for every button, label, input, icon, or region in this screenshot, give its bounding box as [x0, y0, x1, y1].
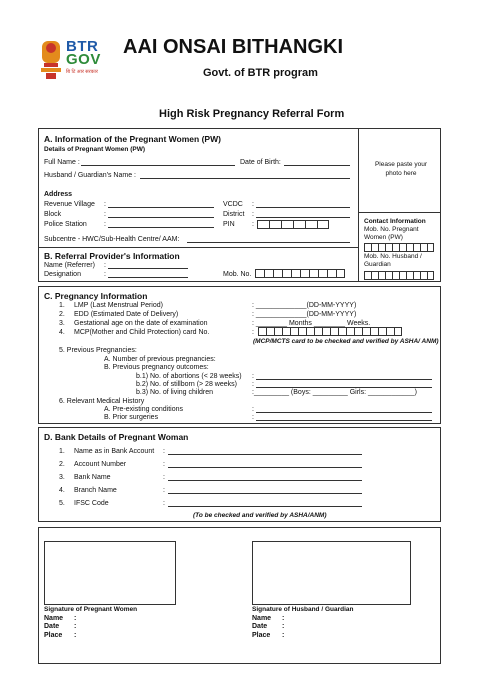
mob-pw-label: Mob. No. Pregnant Women (PW) — [364, 226, 419, 241]
item-num: 3. — [59, 320, 65, 327]
mcp-label: MCP(Mother and Child Protection) card No. — [74, 329, 210, 336]
gestational-age-label: Gestational age on the date of examination — [74, 320, 208, 327]
btr-logo — [38, 36, 118, 82]
pw-signature-area[interactable] — [44, 541, 176, 605]
colon: : — [282, 615, 285, 622]
dob-field[interactable] — [284, 158, 350, 166]
revenue-village-label: Revenue Village — [44, 201, 95, 208]
photo-placeholder[interactable]: Please paste your photo here — [374, 161, 428, 177]
prev-count-label: A. Number of previous pregnancies: — [104, 356, 216, 363]
item-num: 1. — [59, 302, 65, 309]
district-field[interactable] — [256, 210, 350, 218]
section-a-title: A. Information of the Pregnant Women (PW) — [44, 134, 221, 144]
mcp-note: (MCP/MCTS card to be checked and verified by ASHA/ ANM) — [253, 338, 439, 345]
item-num: 2. — [59, 461, 65, 468]
abortions-field[interactable] — [256, 372, 432, 380]
item-num: 4. — [59, 487, 65, 494]
stillborn-label: b.2) No. of stillborn (> 28 weeks) — [136, 381, 237, 388]
husband-place-label: Place — [252, 632, 271, 639]
colon: : — [104, 211, 106, 218]
colon: : — [163, 461, 165, 468]
pw-date-label: Date — [44, 623, 60, 630]
section-b-title: B. Referral Provider's Information — [44, 251, 180, 261]
branch-name-field[interactable] — [168, 486, 362, 494]
husband-signature-area[interactable] — [252, 541, 411, 605]
branch-name-label: Branch Name — [74, 487, 117, 494]
husband-name-label: Name — [252, 615, 272, 622]
bank-name-label: Bank Name — [74, 474, 111, 481]
revenue-village-field[interactable] — [108, 200, 214, 208]
mob-pw-field[interactable] — [364, 243, 434, 252]
prior-surgeries-field[interactable] — [256, 413, 432, 421]
logo-tagline: बि टि आर सरकार — [66, 69, 98, 75]
lmp-field[interactable]: : _____________(DD-MM-YYYY) — [252, 302, 357, 309]
colon: : — [74, 623, 77, 630]
colon: : — [252, 373, 254, 380]
husband-date-label: Date — [252, 623, 268, 630]
colon: : — [252, 221, 254, 228]
colon: : — [252, 329, 254, 336]
colon: : — [163, 500, 165, 507]
abortions-label: b.1) No. of abortions (< 28 weeks) — [136, 373, 242, 380]
living-children-field[interactable]: :_________ (Boys: _________ Girls: ____________) — [252, 389, 418, 396]
account-number-field[interactable] — [168, 460, 362, 468]
address-heading: Address — [44, 191, 73, 198]
referrer-name-label: Name (Referrer) — [44, 262, 95, 269]
colon: : — [104, 271, 106, 278]
subcentre-label: Subcentre - HWC/Sub-Health Centre/ AAM: — [44, 236, 180, 243]
colon: : — [74, 615, 77, 622]
living-children-label: b.3) No. of living children — [136, 389, 214, 396]
page-title: AAI ONSAI BITHANGKI — [123, 36, 343, 58]
prev-outcomes-label: B. Previous pregnancy outcomes: — [104, 364, 209, 371]
colon: : — [252, 406, 254, 413]
item-num: 2. — [59, 311, 65, 318]
full-name-label: Full Name : — [44, 159, 80, 166]
prior-surgeries-label: B. Prior surgeries — [104, 414, 159, 421]
edd-field[interactable]: : _____________(DD-MM-YYYY) — [252, 311, 357, 318]
item-num: 5. — [59, 500, 65, 507]
account-number-label: Account Number — [74, 461, 127, 468]
designation-label: Designation — [44, 271, 81, 278]
pre-existing-label: A. Pre-existing conditions — [104, 406, 183, 413]
referrer-name-field[interactable] — [108, 261, 188, 269]
item-num: 1. — [59, 448, 65, 455]
bank-name-field[interactable] — [168, 473, 362, 481]
pw-name-label: Name — [44, 615, 64, 622]
pw-signature-title: Signature of Pregnant Women — [44, 606, 138, 613]
police-station-field[interactable] — [108, 220, 214, 228]
form-title: High Risk Pregnancy Referral Form — [159, 108, 345, 120]
logo-gov-text: GOV — [66, 51, 101, 68]
item-num: 4. — [59, 329, 65, 336]
colon: : — [282, 632, 285, 639]
colon: : — [252, 211, 254, 218]
section-d-title: D. Bank Details of Pregnant Woman — [44, 432, 189, 442]
district-label: District — [223, 211, 245, 218]
gestational-age-field[interactable]: : ________ Months ________ Weeks. — [252, 320, 371, 327]
mob-husband-label: Mob. No. Husband / Guardian — [364, 253, 422, 268]
pin-field[interactable] — [257, 220, 329, 229]
full-name-field[interactable] — [81, 158, 235, 166]
pin-label: PIN — [223, 221, 235, 228]
account-name-label: Name as in Bank Account — [74, 448, 155, 455]
item-num: 3. — [59, 474, 65, 481]
ifsc-label: IFSC Code — [74, 500, 109, 507]
lmp-label: LMP (Last Menstrual Period) — [74, 302, 163, 309]
bank-note: (To be checked and verified by ASHA/ANM) — [193, 512, 327, 519]
page-subtitle: Govt. of BTR program — [203, 67, 318, 79]
colon: : — [104, 221, 106, 228]
colon: : — [163, 487, 165, 494]
edd-label: EDD (Estimated Date of Delivery) — [74, 311, 179, 318]
colon: : — [163, 474, 165, 481]
logo-btr-text: BTR — [66, 38, 99, 55]
designation-field[interactable] — [108, 270, 188, 278]
mcp-card-field[interactable] — [258, 327, 402, 336]
colon: : — [252, 414, 254, 421]
ifsc-field[interactable] — [168, 499, 362, 507]
block-field[interactable] — [108, 210, 214, 218]
medical-history-heading: 6. Relevant Medical History — [59, 398, 145, 405]
previous-pregnancies-heading: 5. Previous Pregnancies: — [59, 347, 137, 354]
husband-signature-title: Signature of Husband / Guardian — [252, 606, 354, 613]
colon: : — [163, 448, 165, 455]
husband-field[interactable] — [140, 171, 350, 179]
block-label: Block — [44, 211, 62, 218]
section-c-title: C. Pregnancy Information — [44, 291, 148, 301]
colon: : — [74, 632, 77, 639]
pw-place-label: Place — [44, 632, 63, 639]
dob-label: Date of Birth: — [240, 159, 281, 166]
colon: : — [104, 262, 106, 269]
account-name-field[interactable] — [168, 447, 362, 455]
colon: : — [282, 623, 285, 630]
emblem-icon — [38, 38, 64, 80]
mob-husband-field[interactable] — [364, 271, 434, 280]
police-station-label: Police Station — [44, 221, 87, 228]
colon: : — [252, 381, 254, 388]
referrer-mob-label: Mob. No. — [223, 271, 252, 278]
subcentre-field[interactable] — [187, 235, 350, 243]
vcdc-field[interactable] — [256, 200, 350, 208]
contact-title: Contact Information — [364, 218, 426, 225]
husband-label: Husband / Guardian's Name : — [44, 172, 136, 179]
section-a-subtitle: Details of Pregnant Women (PW) — [44, 146, 145, 153]
pre-existing-field[interactable] — [256, 405, 432, 413]
colon: : — [104, 201, 106, 208]
colon: : — [252, 201, 254, 208]
referrer-mob-field[interactable] — [255, 269, 345, 278]
stillborn-field[interactable] — [256, 380, 432, 388]
vcdc-label: VCDC — [223, 201, 243, 208]
